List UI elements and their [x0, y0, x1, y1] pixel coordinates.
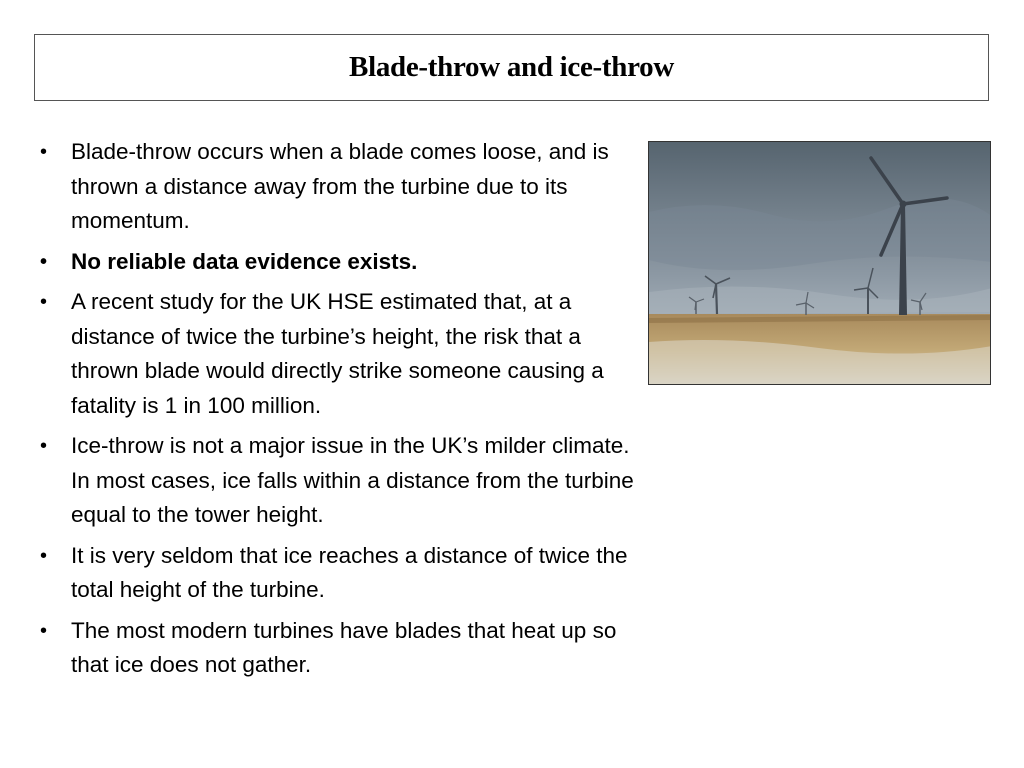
bullet-item	[34, 614, 634, 683]
bullet-dot: •	[40, 141, 48, 163]
slide-title: Blade-throw and ice-throw	[349, 51, 674, 83]
title-box	[34, 34, 989, 101]
bullet-text: Blade-throw occurs when a blade comes loose, and is thrown a distance away from the turbine due to its momentum.	[71, 139, 609, 233]
bullet-dot: •	[40, 250, 48, 273]
bullet-dot: •	[40, 619, 48, 642]
bullet-text: It is very seldom that ice reaches a distance of twice the total height of the turbine.	[71, 542, 628, 602]
bullet-list	[34, 135, 634, 689]
wind-turbines-image	[649, 142, 991, 385]
bullet-text: No reliable data evidence exists.	[71, 248, 418, 274]
bullet-item	[34, 245, 634, 280]
bullet-item	[34, 539, 634, 608]
bullet-text: A recent study for the UK HSE estimated that, at a distance of twice the turbine’s height, the risk that a thrown blade would directly strike someone causing a fatality is 1 in 100 million.	[71, 289, 604, 418]
bullet-item	[34, 429, 634, 533]
bullet-dot: •	[40, 291, 48, 313]
bullet-text: The most modern turbines have blades that heat up so that ice does not gather.	[71, 617, 617, 677]
bullet-dot: •	[40, 435, 48, 457]
wind-turbines-photo	[648, 141, 991, 385]
bullet-item	[34, 285, 634, 423]
bullet-text: Ice-throw is not a major issue in the UK’s milder climate. In most cases, ice falls within a distance from the turbine equal to the tower height.	[71, 433, 634, 527]
bullet-item	[34, 135, 634, 239]
bullet-dot: •	[40, 544, 48, 567]
